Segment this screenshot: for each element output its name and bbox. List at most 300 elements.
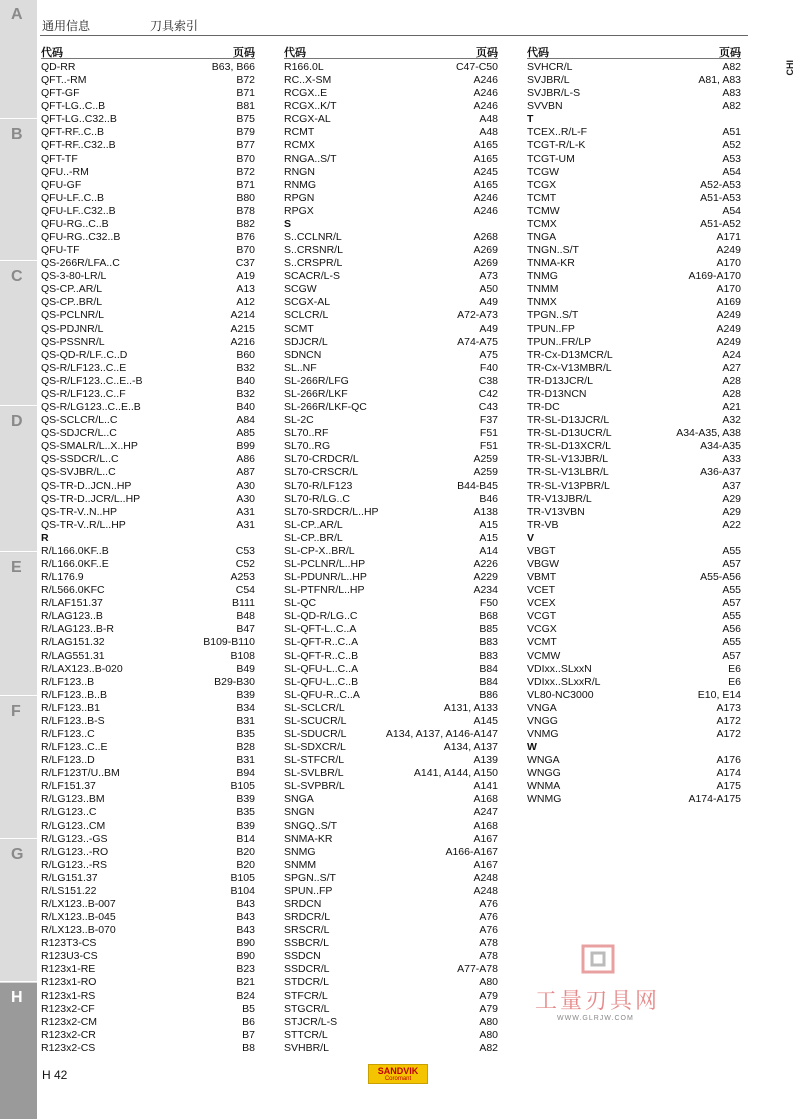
page-reference[interactable]: A249: [716, 244, 741, 257]
page-reference[interactable]: A50: [479, 283, 498, 296]
page-reference[interactable]: B39: [236, 819, 255, 832]
index-row: [284, 1003, 498, 1016]
page-reference[interactable]: A12: [236, 296, 255, 309]
page-reference[interactable]: B31: [236, 754, 255, 767]
page-reference[interactable]: B84: [479, 662, 498, 675]
page-reference[interactable]: B76: [236, 231, 255, 244]
item-code: RC..X-SM: [284, 74, 332, 87]
page-reference[interactable]: A30: [236, 479, 255, 492]
page-reference[interactable]: B63, B66: [211, 61, 255, 73]
page-reference[interactable]: B68: [479, 610, 498, 623]
page-reference[interactable]: B84: [479, 675, 498, 688]
item-code: QFU-GF: [41, 178, 82, 191]
page-reference[interactable]: A145: [473, 714, 498, 727]
page-reference[interactable]: A229: [473, 571, 498, 584]
page-reference[interactable]: A170: [716, 283, 741, 296]
page-reference[interactable]: A21: [722, 401, 741, 414]
page-reference[interactable]: B111: [232, 597, 255, 610]
page-reference[interactable]: A51-A53: [700, 191, 741, 204]
page-reference[interactable]: B86: [479, 688, 498, 701]
page-reference[interactable]: B105: [230, 780, 255, 793]
page-reference[interactable]: B70: [236, 152, 255, 165]
page-reference[interactable]: A72-A73: [457, 309, 498, 322]
item-code: QS-CP..AR/L: [41, 283, 103, 296]
page-reference[interactable]: A246: [473, 87, 498, 100]
page-reference[interactable]: B99: [236, 440, 255, 453]
page-reference[interactable]: A80: [479, 976, 498, 989]
page-reference[interactable]: E10, E14: [697, 688, 741, 701]
index-row: [41, 153, 255, 166]
page-reference[interactable]: B34: [236, 701, 255, 714]
item-code: SL-SVPBR/L: [284, 780, 345, 793]
page-reference[interactable]: B20: [236, 845, 255, 858]
page-reference[interactable]: B90: [236, 950, 255, 963]
page-reference[interactable]: B43: [236, 911, 255, 924]
page-reference[interactable]: A32: [722, 414, 741, 427]
page-reference[interactable]: A51: [722, 126, 741, 139]
page-reference[interactable]: A76: [479, 924, 498, 937]
item-code: TR-Cx-D13MCR/L: [527, 348, 613, 361]
page-reference[interactable]: A165: [473, 152, 498, 165]
page-reference[interactable]: B71: [236, 87, 255, 100]
item-code: R/LF123..B..B: [41, 688, 107, 701]
page-reference[interactable]: A80: [479, 1015, 498, 1028]
page-reference[interactable]: A80: [479, 1028, 498, 1041]
page-reference[interactable]: C43: [478, 401, 498, 414]
page-reference[interactable]: B108: [230, 649, 255, 662]
page-reference[interactable]: A170: [716, 257, 741, 270]
page-reference[interactable]: A48: [479, 113, 498, 126]
page-reference[interactable]: A54: [722, 204, 741, 217]
page-reference[interactable]: A28: [722, 387, 741, 400]
index-row: [527, 139, 741, 152]
page-reference[interactable]: A172: [716, 714, 741, 727]
item-code: STTCR/L: [284, 1028, 328, 1041]
page-reference[interactable]: B49: [236, 662, 255, 675]
page-reference[interactable]: C47-C50: [455, 61, 498, 73]
item-code: TR-SL-V13JBR/L: [527, 453, 609, 466]
item-code: TR-V13VBN: [527, 505, 585, 518]
item-code: QS-QD-R/LF..C..D: [41, 348, 128, 361]
page-reference[interactable]: A141: [473, 780, 498, 793]
index-row: [527, 336, 741, 349]
page-reference[interactable]: A215: [230, 322, 255, 335]
page-reference[interactable]: A34-A35: [700, 440, 741, 453]
page-reference[interactable]: A165: [473, 178, 498, 191]
page-reference[interactable]: A36-A37: [700, 466, 741, 479]
page-reference[interactable]: B104: [230, 884, 255, 897]
page-reference[interactable]: A83: [722, 87, 741, 100]
page-reference[interactable]: B109-B110: [203, 636, 255, 649]
page-reference[interactable]: A165: [473, 139, 498, 152]
page-reference[interactable]: A29: [722, 492, 741, 505]
page-reference[interactable]: A28: [722, 374, 741, 387]
item-code: VCGT: [527, 610, 557, 623]
page-reference[interactable]: A259: [473, 453, 498, 466]
tab-b[interactable]: B: [0, 120, 37, 261]
index-row: [41, 728, 255, 741]
item-code: R/LAG551.31: [41, 649, 105, 662]
index-row: [527, 466, 741, 479]
column-header: [527, 44, 741, 59]
index-row: [284, 401, 498, 414]
index-row: [41, 1003, 255, 1016]
page-reference[interactable]: B6: [242, 1015, 255, 1028]
item-code: R/LG151.37: [41, 871, 98, 884]
page-reference[interactable]: A49: [479, 296, 498, 309]
index-row: [284, 466, 498, 479]
page-reference[interactable]: C37: [235, 257, 255, 270]
page-reference[interactable]: A56: [722, 623, 741, 636]
page-reference[interactable]: B105: [230, 871, 255, 884]
page-reference[interactable]: B78: [236, 204, 255, 217]
item-code: R/L166.0KF..B: [41, 544, 109, 557]
page-reference[interactable]: A169: [716, 296, 741, 309]
page-reference[interactable]: B35: [236, 727, 255, 740]
page-reference[interactable]: A82: [479, 1041, 498, 1054]
page-reference[interactable]: A268: [473, 231, 498, 244]
page-reference[interactable]: A173: [716, 701, 741, 714]
page-reference[interactable]: A14: [479, 544, 498, 557]
page-reference[interactable]: B82: [236, 217, 255, 230]
index-row: [41, 780, 255, 793]
page-reference[interactable]: A82: [722, 100, 741, 113]
page-reference[interactable]: B32: [236, 387, 255, 400]
index-row: [527, 480, 741, 493]
index-row: [41, 976, 255, 989]
page-reference[interactable]: A78: [479, 950, 498, 963]
item-code: R/LAX123..B-020: [41, 662, 123, 675]
page-reference[interactable]: A30: [236, 492, 255, 505]
index-row: [527, 767, 741, 780]
page-reference[interactable]: A259: [473, 466, 498, 479]
page-reference[interactable]: B77: [236, 139, 255, 152]
page-reference[interactable]: A174: [716, 767, 741, 780]
page-reference[interactable]: B71: [236, 178, 255, 191]
page-reference[interactable]: C42: [478, 387, 498, 400]
page-reference[interactable]: F51: [479, 427, 498, 440]
page-reference[interactable]: A73: [479, 270, 498, 283]
page-reference[interactable]: B43: [236, 924, 255, 937]
item-code: SVHBR/L: [284, 1041, 329, 1054]
page-reference[interactable]: A78: [479, 937, 498, 950]
page-reference[interactable]: A57: [722, 597, 741, 610]
page-reference[interactable]: A54: [722, 165, 741, 178]
page-reference[interactable]: A19: [236, 270, 255, 283]
index-row: [41, 100, 255, 113]
page-reference[interactable]: A174-A175: [688, 793, 741, 806]
page-reference[interactable]: A171: [716, 231, 741, 244]
page-reference[interactable]: B70: [236, 244, 255, 257]
page-reference[interactable]: A167: [473, 832, 498, 845]
page-reference[interactable]: B28: [236, 741, 255, 754]
item-code: R/LAG151.32: [41, 636, 105, 649]
page-reference[interactable]: B48: [236, 610, 255, 623]
page-reference[interactable]: B44-B45: [457, 479, 498, 492]
page-reference[interactable]: A167: [473, 858, 498, 871]
tab-c[interactable]: C: [0, 262, 37, 406]
page-reference[interactable]: A52-A53: [700, 178, 741, 191]
item-code: TR-DC: [527, 401, 560, 414]
index-row: [41, 676, 255, 689]
page-reference[interactable]: A246: [473, 74, 498, 87]
page-reference[interactable]: A168: [473, 793, 498, 806]
item-code: SNMG: [284, 845, 316, 858]
index-row: [41, 1042, 255, 1055]
page-reference[interactable]: A245: [473, 165, 498, 178]
item-code: T: [527, 113, 534, 126]
item-code: VCEX: [527, 597, 556, 610]
page-reference[interactable]: B40: [236, 401, 255, 414]
letter-heading: [527, 741, 741, 754]
index-row: [527, 231, 741, 244]
page-reference[interactable]: A37: [722, 479, 741, 492]
item-code: QS-TR-V..R/L..HP: [41, 518, 126, 531]
page-reference[interactable]: A216: [230, 335, 255, 348]
page-reference[interactable]: B90: [236, 937, 255, 950]
page-reference[interactable]: B75: [236, 113, 255, 126]
page-reference[interactable]: C53: [235, 544, 255, 557]
page-reference[interactable]: A81, A83: [698, 74, 741, 87]
page-reference[interactable]: A246: [473, 100, 498, 113]
item-code: R/LG123..BM: [41, 793, 105, 806]
item-code: RCMT: [284, 126, 315, 139]
page-reference[interactable]: B46: [479, 492, 498, 505]
index-row: [527, 780, 741, 793]
page-reference[interactable]: F50: [479, 597, 498, 610]
page-reference[interactable]: F51: [479, 440, 498, 453]
page-reference[interactable]: A82: [722, 61, 741, 73]
page-reference[interactable]: B14: [236, 832, 255, 845]
index-row: [527, 558, 741, 571]
index-row: [284, 1042, 498, 1055]
page-reference[interactable]: B81: [236, 100, 255, 113]
item-code: R/L566.0KFC: [41, 584, 105, 597]
page-reference[interactable]: B83: [479, 649, 498, 662]
page-reference[interactable]: F40: [479, 361, 498, 374]
page-reference[interactable]: A24: [722, 348, 741, 361]
page-reference[interactable]: A269: [473, 244, 498, 257]
page-reference[interactable]: A33: [722, 453, 741, 466]
page-reference[interactable]: A31: [236, 518, 255, 531]
tab-e[interactable]: E: [0, 553, 37, 696]
page-reference[interactable]: B39: [236, 793, 255, 806]
item-code: R123x1-RS: [41, 989, 96, 1002]
page-reference[interactable]: A15: [479, 518, 498, 531]
page-reference[interactable]: B40: [236, 374, 255, 387]
item-code: VCGX: [527, 623, 557, 636]
index-row: [284, 793, 498, 806]
page-reference[interactable]: A79: [479, 989, 498, 1002]
index-row: [41, 113, 255, 126]
page-reference[interactable]: A214: [230, 309, 255, 322]
page-reference[interactable]: C52: [235, 557, 255, 570]
index-row: [41, 205, 255, 218]
item-code: QFU-TF: [41, 244, 80, 257]
page-reference[interactable]: B35: [236, 806, 255, 819]
index-row: [41, 597, 255, 610]
index-row: [527, 244, 741, 257]
page-reference[interactable]: A138: [473, 505, 498, 518]
letter-heading: [527, 532, 741, 545]
index-row: [284, 519, 498, 532]
page-reference[interactable]: A55: [722, 610, 741, 623]
item-code: SCGW: [284, 283, 317, 296]
page-reference[interactable]: E6: [728, 662, 741, 675]
page-reference[interactable]: A79: [479, 1002, 498, 1015]
page-reference[interactable]: A52: [722, 139, 741, 152]
page-reference[interactable]: B32: [236, 361, 255, 374]
page-reference[interactable]: A22: [722, 518, 741, 531]
index-row: [284, 231, 498, 244]
index-row: [41, 323, 255, 336]
item-code: VNGG: [527, 714, 558, 727]
page-reference[interactable]: B21: [236, 976, 255, 989]
index-row: [284, 414, 498, 427]
page-reference[interactable]: A29: [722, 505, 741, 518]
page-reference[interactable]: B43: [236, 898, 255, 910]
page-reference[interactable]: B60: [236, 348, 255, 361]
page-reference[interactable]: B23: [236, 963, 255, 976]
page-reference[interactable]: A27: [722, 361, 741, 374]
page-reference[interactable]: A55: [722, 584, 741, 597]
tab-h[interactable]: H: [0, 983, 37, 1120]
page-reference[interactable]: A141, A144, A150: [413, 767, 498, 780]
page-reference[interactable]: A226: [473, 557, 498, 570]
page-reference[interactable]: A55-A56: [700, 571, 741, 584]
page-reference[interactable]: A249: [716, 309, 741, 322]
item-code: QS-R/LF123..C..E..-B: [41, 374, 143, 387]
page-reference[interactable]: B31: [236, 714, 255, 727]
index-row: [41, 375, 255, 388]
page-reference[interactable]: A85: [236, 427, 255, 440]
item-code: SL-266R/LFG: [284, 374, 349, 387]
page-reference[interactable]: A246: [473, 191, 498, 204]
item-code: SNGN: [284, 806, 315, 819]
item-code: TR-SL-V13PBR/L: [527, 479, 610, 492]
page-reference[interactable]: A131, A133: [443, 701, 498, 714]
page-reference[interactable]: A169-A170: [688, 270, 741, 283]
page-reference[interactable]: B47: [236, 623, 255, 636]
page-reference[interactable]: C54: [235, 584, 255, 597]
page-reference[interactable]: B83: [479, 636, 498, 649]
index-row: [41, 179, 255, 192]
page-reference[interactable]: A246: [473, 204, 498, 217]
page-reference[interactable]: B20: [236, 858, 255, 871]
page-reference[interactable]: B72: [236, 74, 255, 87]
page-reference[interactable]: A75: [479, 348, 498, 361]
tab-d[interactable]: D: [0, 407, 37, 552]
page-reference[interactable]: A55: [722, 636, 741, 649]
page-reference[interactable]: C38: [478, 374, 498, 387]
page-reference[interactable]: A49: [479, 322, 498, 335]
item-code: R/LG123..-GS: [41, 832, 108, 845]
index-row: [284, 100, 498, 113]
page-reference[interactable]: A57: [722, 557, 741, 570]
page-reference[interactable]: A86: [236, 453, 255, 466]
page-reference[interactable]: A247: [473, 806, 498, 819]
index-row: [284, 244, 498, 257]
index-column-2: [284, 44, 498, 1055]
page-reference[interactable]: A175: [716, 780, 741, 793]
index-row: [41, 806, 255, 819]
page-reference[interactable]: A134, A137: [443, 741, 498, 754]
item-code: SCGX-AL: [284, 296, 331, 309]
page-reference[interactable]: B94: [236, 767, 255, 780]
page-reference[interactable]: B85: [479, 623, 498, 636]
page-reference[interactable]: A34-A35, A38: [676, 427, 741, 440]
index-row: [284, 126, 498, 139]
index-row: [41, 859, 255, 872]
index-row: [284, 1029, 498, 1042]
page-reference[interactable]: A172: [716, 727, 741, 740]
page-reference[interactable]: A87: [236, 466, 255, 479]
page-reference[interactable]: E6: [728, 675, 741, 688]
page-reference[interactable]: A253: [230, 571, 255, 584]
page-reference[interactable]: B7: [242, 1028, 255, 1041]
page-reference[interactable]: B72: [236, 165, 255, 178]
page-reference[interactable]: A168: [473, 819, 498, 832]
page-reference[interactable]: A269: [473, 257, 498, 270]
item-code: SNGQ..S/T: [284, 819, 338, 832]
index-row: [41, 362, 255, 375]
page-reference[interactable]: A84: [236, 414, 255, 427]
tab-a[interactable]: A: [0, 0, 37, 119]
page-reference[interactable]: A53: [722, 152, 741, 165]
page-reference[interactable]: A249: [716, 335, 741, 348]
page-reference[interactable]: A76: [479, 911, 498, 924]
index-row: [284, 950, 498, 963]
page-reference[interactable]: B80: [236, 191, 255, 204]
index-row: [41, 571, 255, 584]
page-reference[interactable]: B8: [242, 1041, 255, 1054]
page-reference[interactable]: A74-A75: [457, 335, 498, 348]
page-reference[interactable]: B39: [236, 688, 255, 701]
tab-g[interactable]: G: [0, 840, 37, 982]
page-reference[interactable]: B79: [236, 126, 255, 139]
index-row: [527, 309, 741, 322]
page-reference[interactable]: A248: [473, 884, 498, 897]
index-row: [41, 349, 255, 362]
page-reference[interactable]: A13: [236, 283, 255, 296]
page-reference[interactable]: A51-A52: [700, 217, 741, 230]
page-reference[interactable]: B5: [242, 1002, 255, 1015]
item-code: SL-CP..AR/L: [284, 518, 343, 531]
page-reference[interactable]: A48: [479, 126, 498, 139]
page-reference[interactable]: F37: [479, 414, 498, 427]
item-code: TNMA-KR: [527, 257, 575, 270]
page-reference[interactable]: A77-A78: [457, 963, 498, 976]
page-reference[interactable]: A139: [473, 754, 498, 767]
page-reference[interactable]: A166-A167: [445, 845, 498, 858]
page-reference[interactable]: A31: [236, 505, 255, 518]
tab-f[interactable]: F: [0, 697, 37, 839]
page-reference[interactable]: A15: [479, 531, 498, 544]
page-reference[interactable]: A249: [716, 322, 741, 335]
page-reference[interactable]: B29-B30: [214, 675, 255, 688]
page-reference[interactable]: A176: [716, 754, 741, 767]
page-reference[interactable]: A76: [479, 898, 498, 910]
page-reference[interactable]: A55: [722, 544, 741, 557]
page-reference[interactable]: A57: [722, 649, 741, 662]
page-reference[interactable]: B24: [236, 989, 255, 1002]
page-reference[interactable]: A234: [473, 584, 498, 597]
item-code: SL70..RF: [284, 427, 329, 440]
index-row: [41, 270, 255, 283]
page-reference[interactable]: A248: [473, 871, 498, 884]
item-code: VCMW: [527, 649, 561, 662]
page-reference[interactable]: A134, A137, A146-A147: [385, 727, 498, 740]
